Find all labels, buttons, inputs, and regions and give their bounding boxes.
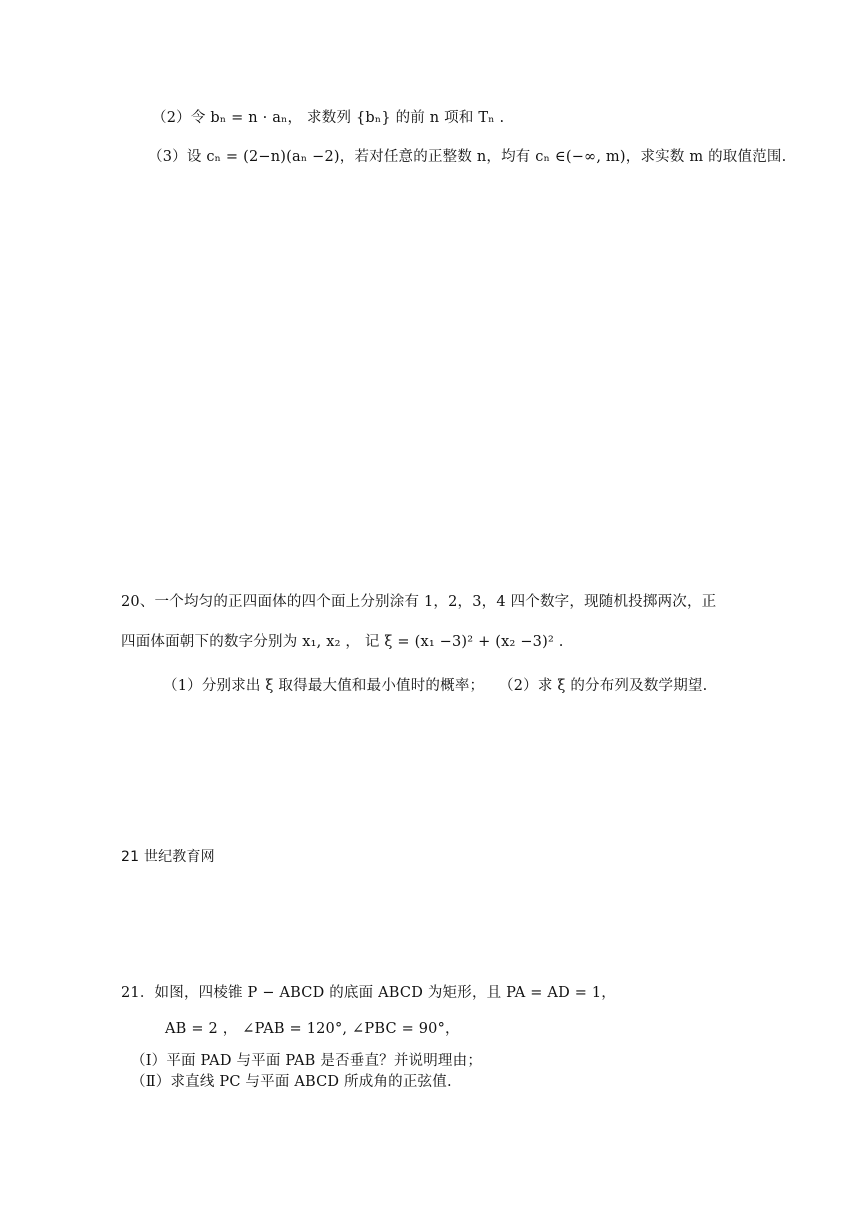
q21-part2-text: （Ⅱ）求直线 PC 与平面 ABCD 所成角的正弦值. <box>131 1074 452 1090</box>
q21-part1-text: （Ⅰ）平面 PAD 与平面 PAB 是否垂直？并说明理由； <box>131 1053 483 1069</box>
q20-intro-line1: 20、一个均匀的正四面体的四个面上分别涂有 1，2，3，4 四个数字，现随机投掷两次，正 <box>121 594 717 610</box>
q20-intro-line2: 四面体面朝下的数字分别为 x₁, x₂ ， 记 ξ = (x₁ −3)² + (x₂ −3)² . <box>121 634 564 650</box>
q19-part2-text: （2）令 bₙ = n · aₙ， 求数列 {bₙ} 的前 n 项和 Tₙ . <box>152 110 505 126</box>
q20-subquestion-1: （1）分别求出 ξ 取得最大值和最小值时的概率； <box>163 678 485 694</box>
q21-intro-line1: 21．如图，四棱锥 P − ABCD 的底面 ABCD 为矩形，且 PA = AD = 1， <box>121 985 617 1001</box>
q19-part3-text: （3）设 cₙ = (2−n)(aₙ −2)，若对任意的正整数 n，均有 cₙ ∈(−∞, m)，求实数 m 的取值范围. <box>148 149 787 165</box>
site-watermark-note: 21 世纪教育网 <box>121 849 215 865</box>
q20-subquestion-2: （2）求 ξ 的分布列及数学期望. <box>499 678 708 694</box>
q21-intro-line2: AB = 2 ， ∠PAB = 120°, ∠PBC = 90°， <box>165 1021 460 1037</box>
